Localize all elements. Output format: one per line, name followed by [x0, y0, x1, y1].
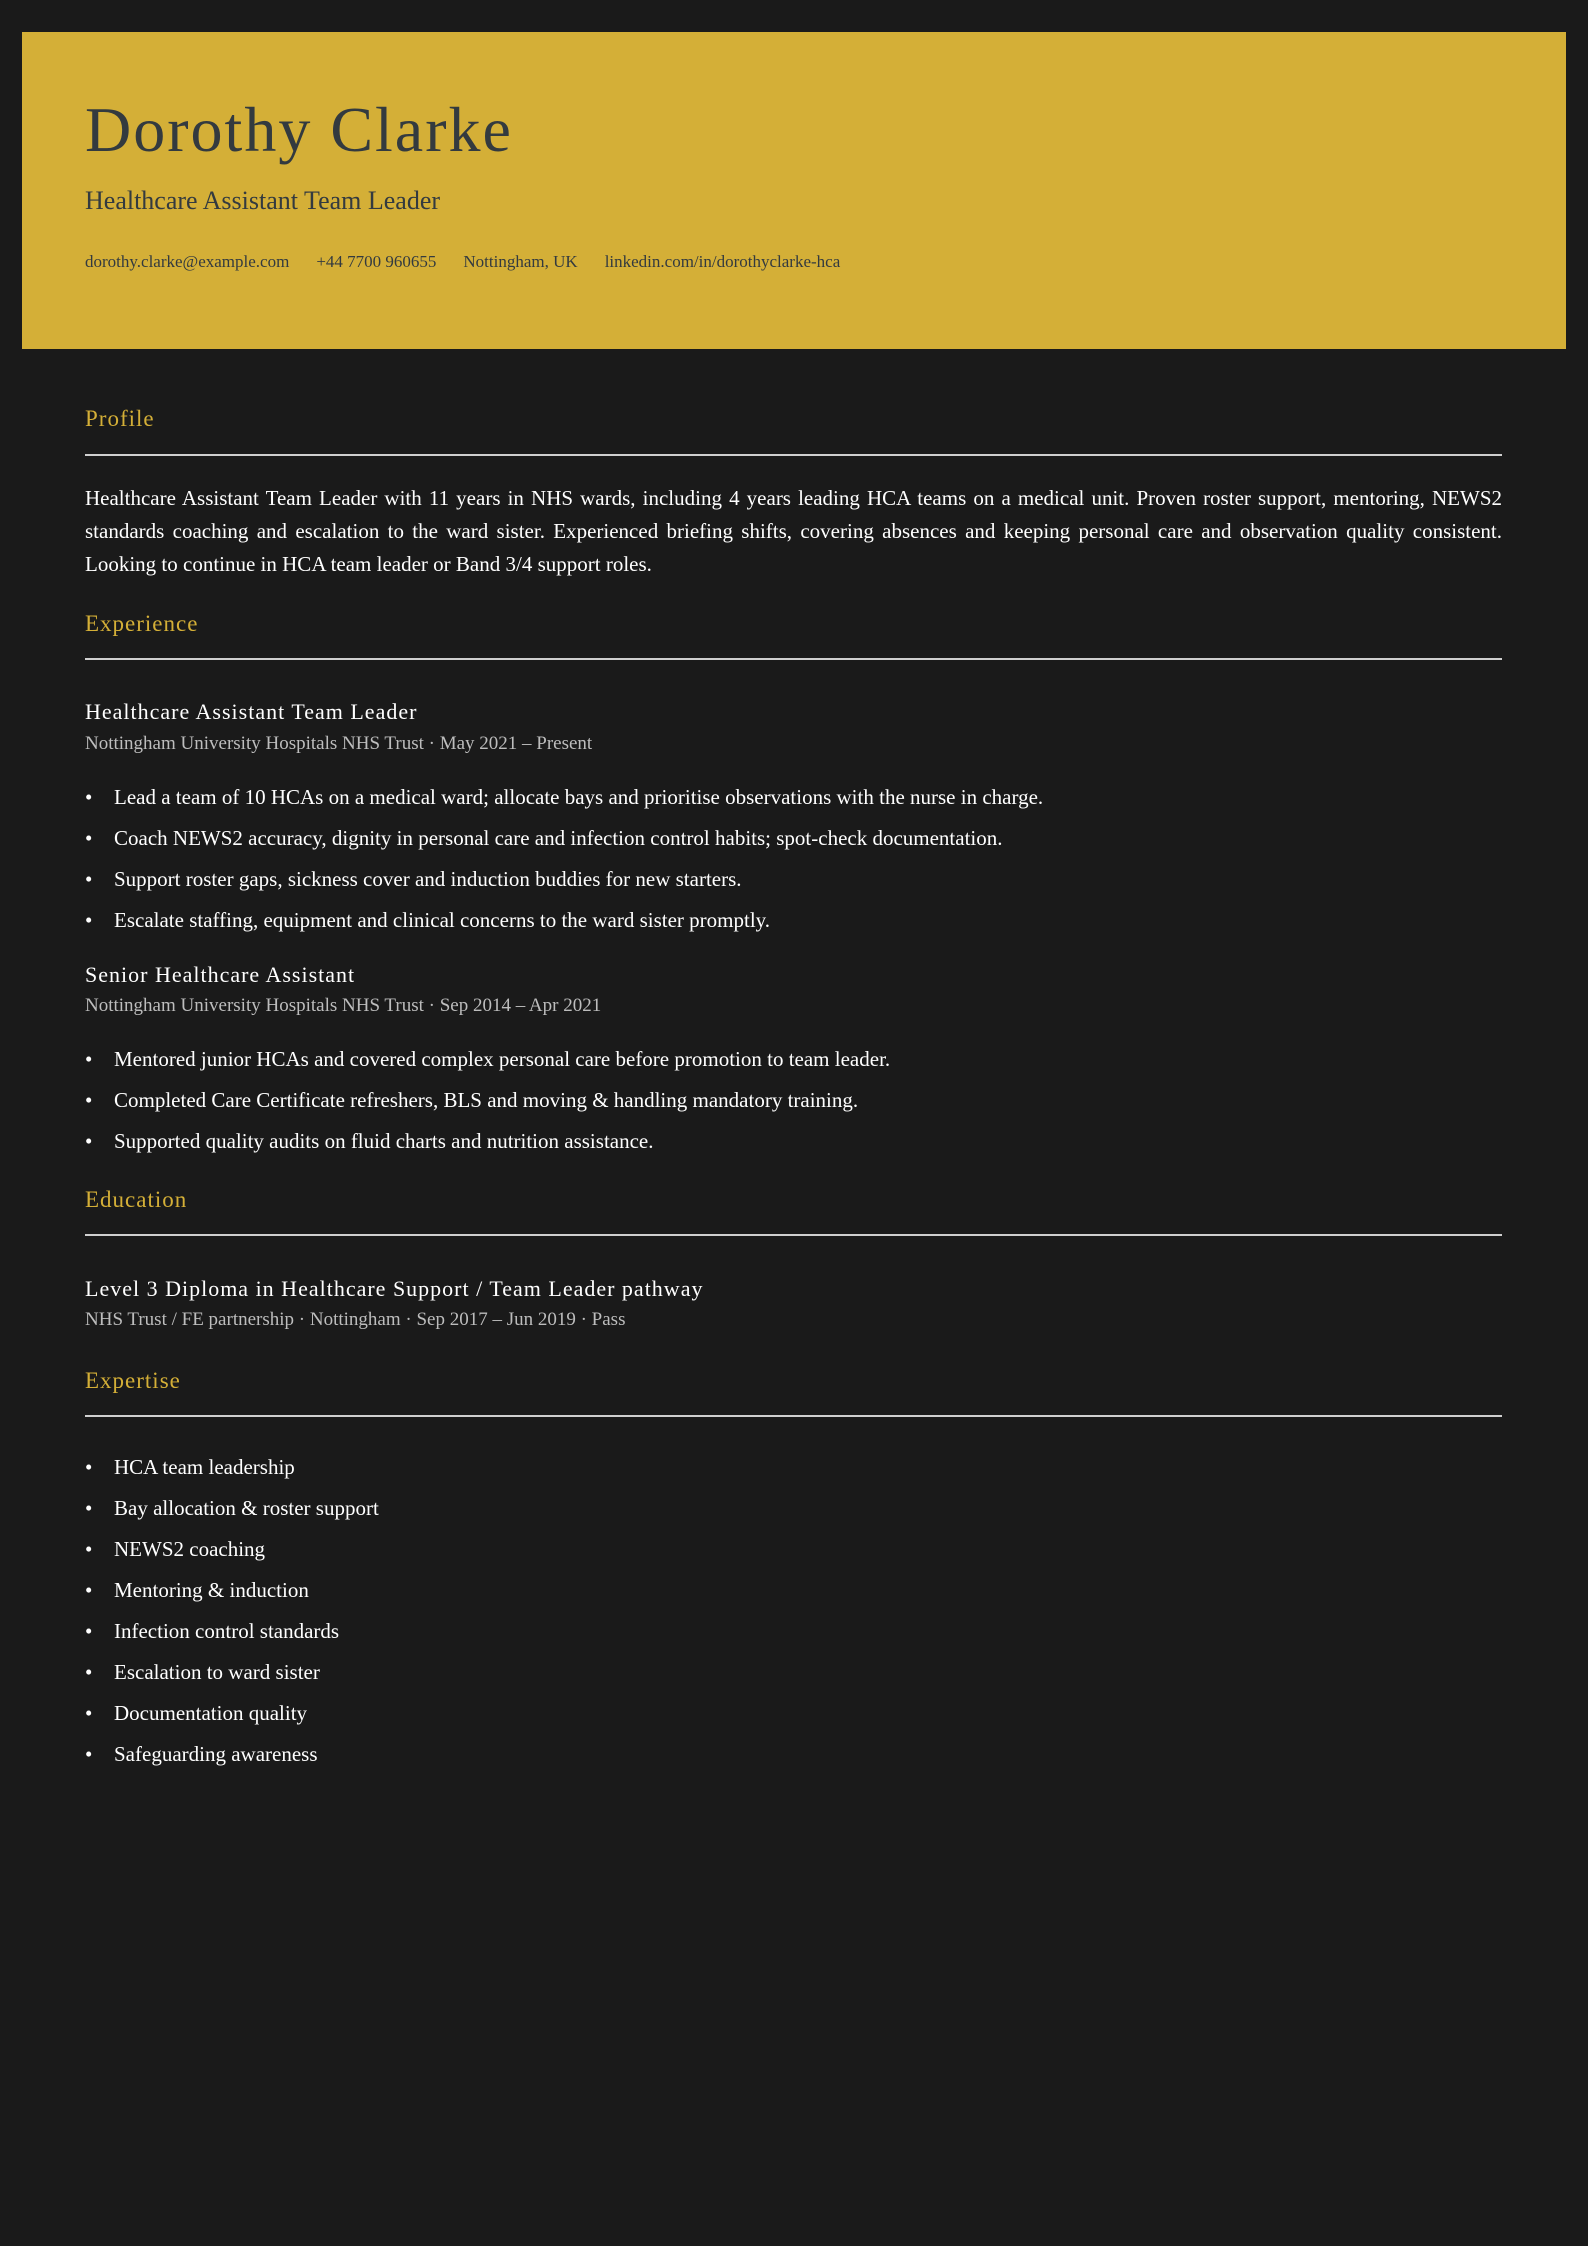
expertise-item: • Escalation to ward sister [85, 1657, 379, 1698]
profile-divider [85, 454, 1502, 456]
contact-location: Nottingham, UK [463, 252, 578, 271]
expertise-item: • NEWS2 coaching [85, 1534, 379, 1575]
achievement-item: • Completed Care Certificate refreshers, BLS and moving & handling mandatory training. [85, 1085, 890, 1126]
contact-list [85, 252, 840, 272]
job-meta: Nottingham University Hospitals NHS Trust · Sep 2014 – Apr 2021 [85, 995, 602, 1016]
candidate-name: Dorothy Clarke [85, 94, 513, 165]
job-achievements [85, 782, 1043, 946]
achievement-item: • Mentored junior HCAs and covered complex personal care before promotion to team leader. [85, 1044, 890, 1085]
resume-header [22, 32, 1566, 349]
job-title: Healthcare Assistant Team Leader [85, 699, 418, 724]
contact-email[interactable]: dorothy.clarke@example.com [85, 252, 290, 271]
education-title: Level 3 Diploma in Healthcare Support / Team Leader pathway [85, 1276, 704, 1301]
job-meta: Nottingham University Hospitals NHS Trust · May 2021 – Present [85, 733, 593, 754]
expertise-item: • Mentoring & induction [85, 1575, 379, 1616]
profile-summary: Healthcare Assistant Team Leader with 11 years in NHS wards, including 4 years leading HCA teams on a medical unit. Proven roster support, mentoring, NEWS2 standards coaching and escalation to the ward sister. Experienced briefing shifts, covering absences and keeping personal care and observation quality consistent. Looking to continue in HCA team leader or Band 3/4 support roles. [85, 486, 1502, 576]
education-divider [85, 1234, 1502, 1236]
expertise-section-title: Expertise [85, 1368, 181, 1393]
experience-section-title: Experience [85, 611, 199, 636]
achievement-item: • Coach NEWS2 accuracy, dignity in personal care and infection control habits; spot-check documentation. [85, 823, 1043, 864]
achievement-item: • Escalate staffing, equipment and clinical concerns to the ward sister promptly. [85, 905, 1043, 946]
expertise-item: • Documentation quality [85, 1698, 379, 1739]
experience-divider [85, 658, 1502, 660]
expertise-divider [85, 1415, 1502, 1417]
contact-phone[interactable]: +44 7700 960655 [316, 252, 437, 271]
achievement-item: • Support roster gaps, sickness cover and induction buddies for new starters. [85, 864, 1043, 905]
achievement-item: • Lead a team of 10 HCAs on a medical ward; allocate bays and prioritise observations with the nurse in charge. [85, 782, 1043, 823]
expertise-list [85, 1452, 379, 1780]
contact-linkedin[interactable]: linkedin.com/in/dorothyclarke-hca [604, 252, 841, 271]
expertise-item: • Bay allocation & roster support [85, 1493, 379, 1534]
expertise-item: • Safeguarding awareness [85, 1739, 379, 1780]
achievement-item: • Supported quality audits on fluid charts and nutrition assistance. [85, 1126, 890, 1167]
candidate-headline: Healthcare Assistant Team Leader [85, 186, 441, 215]
expertise-item: • HCA team leadership [85, 1452, 379, 1493]
expertise-item: • Infection control standards [85, 1616, 379, 1657]
education-meta: NHS Trust / FE partnership · Nottingham · Sep 2017 – Jun 2019 · Pass [85, 1309, 626, 1330]
education-section-title: Education [85, 1187, 188, 1212]
job-title: Senior Healthcare Assistant [85, 962, 356, 987]
profile-section-title: Profile [85, 406, 155, 431]
job-achievements [85, 1044, 890, 1167]
